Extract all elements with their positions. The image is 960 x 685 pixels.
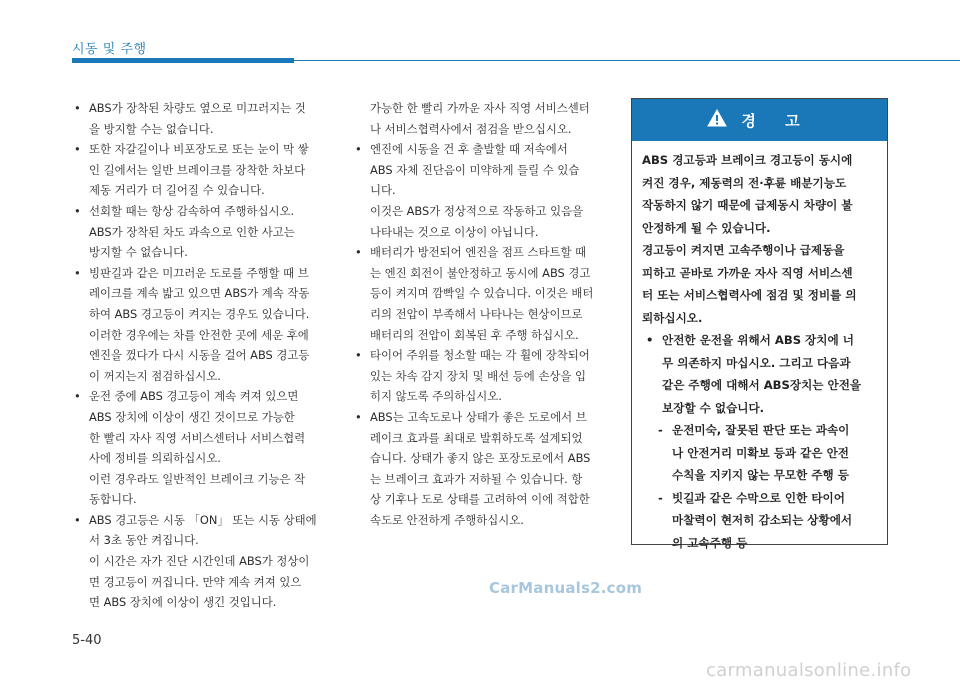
warning-text-line: • 안전한 운전을 위해서 ABS 장치에 너	[662, 333, 854, 347]
bullet-item	[355, 139, 617, 242]
warning-text-line: ABS 경고등과 브레이크 경고등이 동시에	[642, 153, 853, 167]
text-line: 가능한 한 빨리 가까운 자사 직영 서비스센터	[370, 101, 590, 115]
warning-text-line: 켜진 경우, 제동력의 전·후륜 배분기능도	[642, 175, 847, 190]
bullet-item	[74, 510, 338, 613]
middle-bullet-list	[355, 139, 617, 530]
warning-text-line: 같은 주행에 대해서 ABS장치는 안전을	[662, 378, 862, 392]
text-line: ABS 장치에 이상이 생긴 것이므로 가능한	[89, 409, 295, 424]
warning-text-line: 경고등이 켜지면 고속주행이나 급제동을	[642, 243, 845, 257]
text-line: 인 길에서는 일반 브레이크를 장착한 차보다	[89, 162, 306, 177]
text-line: 면 경고등이 꺼집니다. 만약 계속 켜져 있으	[89, 574, 302, 589]
text-line: • 타이어 주위를 청소할 때는 각 휠에 장착되어	[370, 348, 590, 363]
bullet-item	[355, 407, 617, 531]
text-line: 동합니다.	[89, 492, 137, 507]
text-line: 배터리의 전압이 회복된 후 주행 하십시오.	[370, 327, 579, 342]
page-number: 5-40	[72, 633, 102, 648]
text-line: 있는 차속 감지 장치 및 배선 등에 손상을 입	[370, 368, 587, 383]
text-line: 이런 경우라도 일반적인 브레이크 기능은 작	[89, 471, 306, 486]
continued-text	[355, 98, 617, 139]
text-line: • ABS 경고등은 시동 「ON」 또는 시동 상태에	[89, 512, 317, 527]
text-line: 니다.	[370, 183, 396, 198]
text-line: • 선회할 때는 항상 감속하여 주행하십시오.	[89, 203, 295, 218]
text-line: • 배터리가 방전되어 엔진을 점프 스타트할 때	[370, 245, 587, 260]
warning-title: 경 고	[741, 111, 812, 130]
text-line: 서 3초 동안 켜집니다.	[89, 533, 199, 548]
text-line: 이 꺼지는지 점검하십시오.	[89, 368, 221, 383]
warning-text-line: - 빗길과 같은 수막으로 인한 타이어	[672, 490, 845, 505]
text-line: 이것은 ABS가 정상적으로 작동하고 있음을	[370, 203, 584, 218]
text-line: 레이크를 계속 밟고 있으면 ABS가 계속 작동	[89, 286, 310, 301]
footer-site: carmanualsonline.info	[706, 660, 912, 681]
text-line: ABS가 장착된 차도 과속으로 인한 사고는	[89, 224, 295, 239]
warning-text-line: 안정하게 될 수 있습니다.	[642, 220, 771, 235]
warning-triangle-icon	[707, 109, 727, 131]
text-line: 을 방지할 수는 없습니다.	[89, 121, 214, 136]
warning-text-line: 뢰하십시오.	[642, 310, 703, 325]
text-line: • 또한 자갈길이나 비포장도로 또는 눈이 막 쌓	[89, 142, 309, 157]
text-line: 히지 않도록 주의하십시오.	[370, 389, 502, 404]
bullet-item	[355, 345, 617, 407]
warning-dash-item	[642, 487, 878, 555]
warning-text-line: 피하고 곧바로 가까운 자사 직영 서비스센	[642, 265, 853, 280]
warning-header	[632, 99, 887, 141]
bullet-item	[74, 386, 338, 510]
warning-text-line: 보장할 수 없습니다.	[662, 400, 765, 415]
text-line: 속도로 안전하게 주행하십시오.	[370, 512, 524, 527]
warning-text-line: 작동하지 않기 때문에 급제동시 차량이 불	[642, 198, 853, 212]
text-line: 면 ABS 장치에 이상이 생긴 것입니다.	[89, 595, 277, 610]
watermark: CarManuals2.com	[489, 579, 643, 597]
text-line: 등이 켜지며 깜빡일 수 있습니다. 이것은 배터	[370, 286, 594, 301]
text-line: 사에 정비를 의뢰하십시오.	[89, 451, 221, 466]
bullet-item	[74, 98, 338, 139]
text-line: ABS 자체 진단음이 미약하게 들릴 수 있습	[370, 162, 580, 177]
bullet-item	[355, 242, 617, 345]
section-title: 시동 및 주행	[72, 42, 147, 57]
text-line: 제동 거리가 더 길어질 수 있습니다.	[89, 183, 265, 198]
text-line: 리의 전압이 부족해서 나타나는 현상이므로	[370, 306, 583, 321]
text-line: • ABS가 장착된 차량도 옆으로 미끄러지는 것	[89, 101, 306, 115]
bullet-item	[74, 263, 338, 387]
middle-column	[355, 98, 617, 530]
warning-box	[631, 98, 888, 550]
warning-body	[632, 141, 887, 554]
warning-text-line: 터 또는 서비스협력사에 점검 및 정비를 의	[642, 288, 857, 302]
text-line: 레이크 효과를 최대로 발휘하도록 설계되었	[370, 430, 583, 445]
text-line: 이 시간은 자가 진단 시간인데 ABS가 정상이	[89, 554, 310, 569]
warning-text-line: 마찰력이 현저히 감소되는 상황에서	[672, 513, 853, 527]
text-line: 엔진을 껐다가 다시 시동을 걸어 ABS 경고등	[89, 348, 310, 363]
warning-text-line: - 운전미숙, 잘못된 판단 또는 과속이	[672, 423, 850, 437]
text-line: 상 기후나 도로 상태를 고려하여 이에 적합한	[370, 492, 590, 507]
text-line: 한 빨리 자사 직영 서비스센터나 서비스협력	[89, 430, 306, 445]
warning-dash-item	[642, 419, 878, 487]
text-line: • 운전 중에 ABS 경고등이 계속 켜져 있으면	[89, 389, 299, 404]
bullet-item	[74, 139, 338, 201]
text-line: 는 브레이크 효과가 저하될 수 있습니다. 항	[370, 471, 583, 486]
text-line: 방지할 수 없습니다.	[89, 245, 188, 260]
warning-bullet	[644, 329, 878, 419]
text-line: • ABS는 고속도로나 상태가 좋은 도로에서 브	[370, 409, 587, 424]
text-line: 나타내는 것으로 이상이 아닙니다.	[370, 224, 539, 239]
text-line: • 엔진에 시동을 건 후 출발할 때 저속에서	[370, 142, 568, 157]
text-line: 나 서비스협력사에서 점검을 받으십시오.	[370, 121, 572, 136]
text-line: 이러한 경우에는 차를 안전한 곳에 세운 후에	[89, 327, 309, 342]
text-line: 습니다. 상태가 좋지 않은 포장도로에서 ABS	[370, 451, 591, 466]
bullet-item	[74, 201, 338, 263]
header-bar-thick	[72, 58, 294, 63]
warning-text-line: 의 고속주행 등	[672, 535, 748, 550]
text-line: 는 엔진 회전이 불안정하고 동시에 ABS 경고	[370, 265, 591, 280]
left-bullet-list	[74, 98, 338, 613]
text-line: • 빙판길과 같은 미끄러운 도로를 주행할 때 브	[89, 265, 309, 280]
warning-text-line: 나 안전거리 미확보 등과 같은 안전	[672, 445, 849, 460]
left-column	[74, 98, 338, 613]
text-line: 하여 ABS 경고등이 켜지는 경우도 있습니다.	[89, 306, 310, 321]
header-bar-thin	[294, 60, 960, 61]
warning-text-line: 무 의존하지 마십시오. 그리고 다음과	[662, 355, 851, 370]
warning-text-line: 수칙을 지키지 않는 무모한 주행 등	[672, 468, 849, 482]
